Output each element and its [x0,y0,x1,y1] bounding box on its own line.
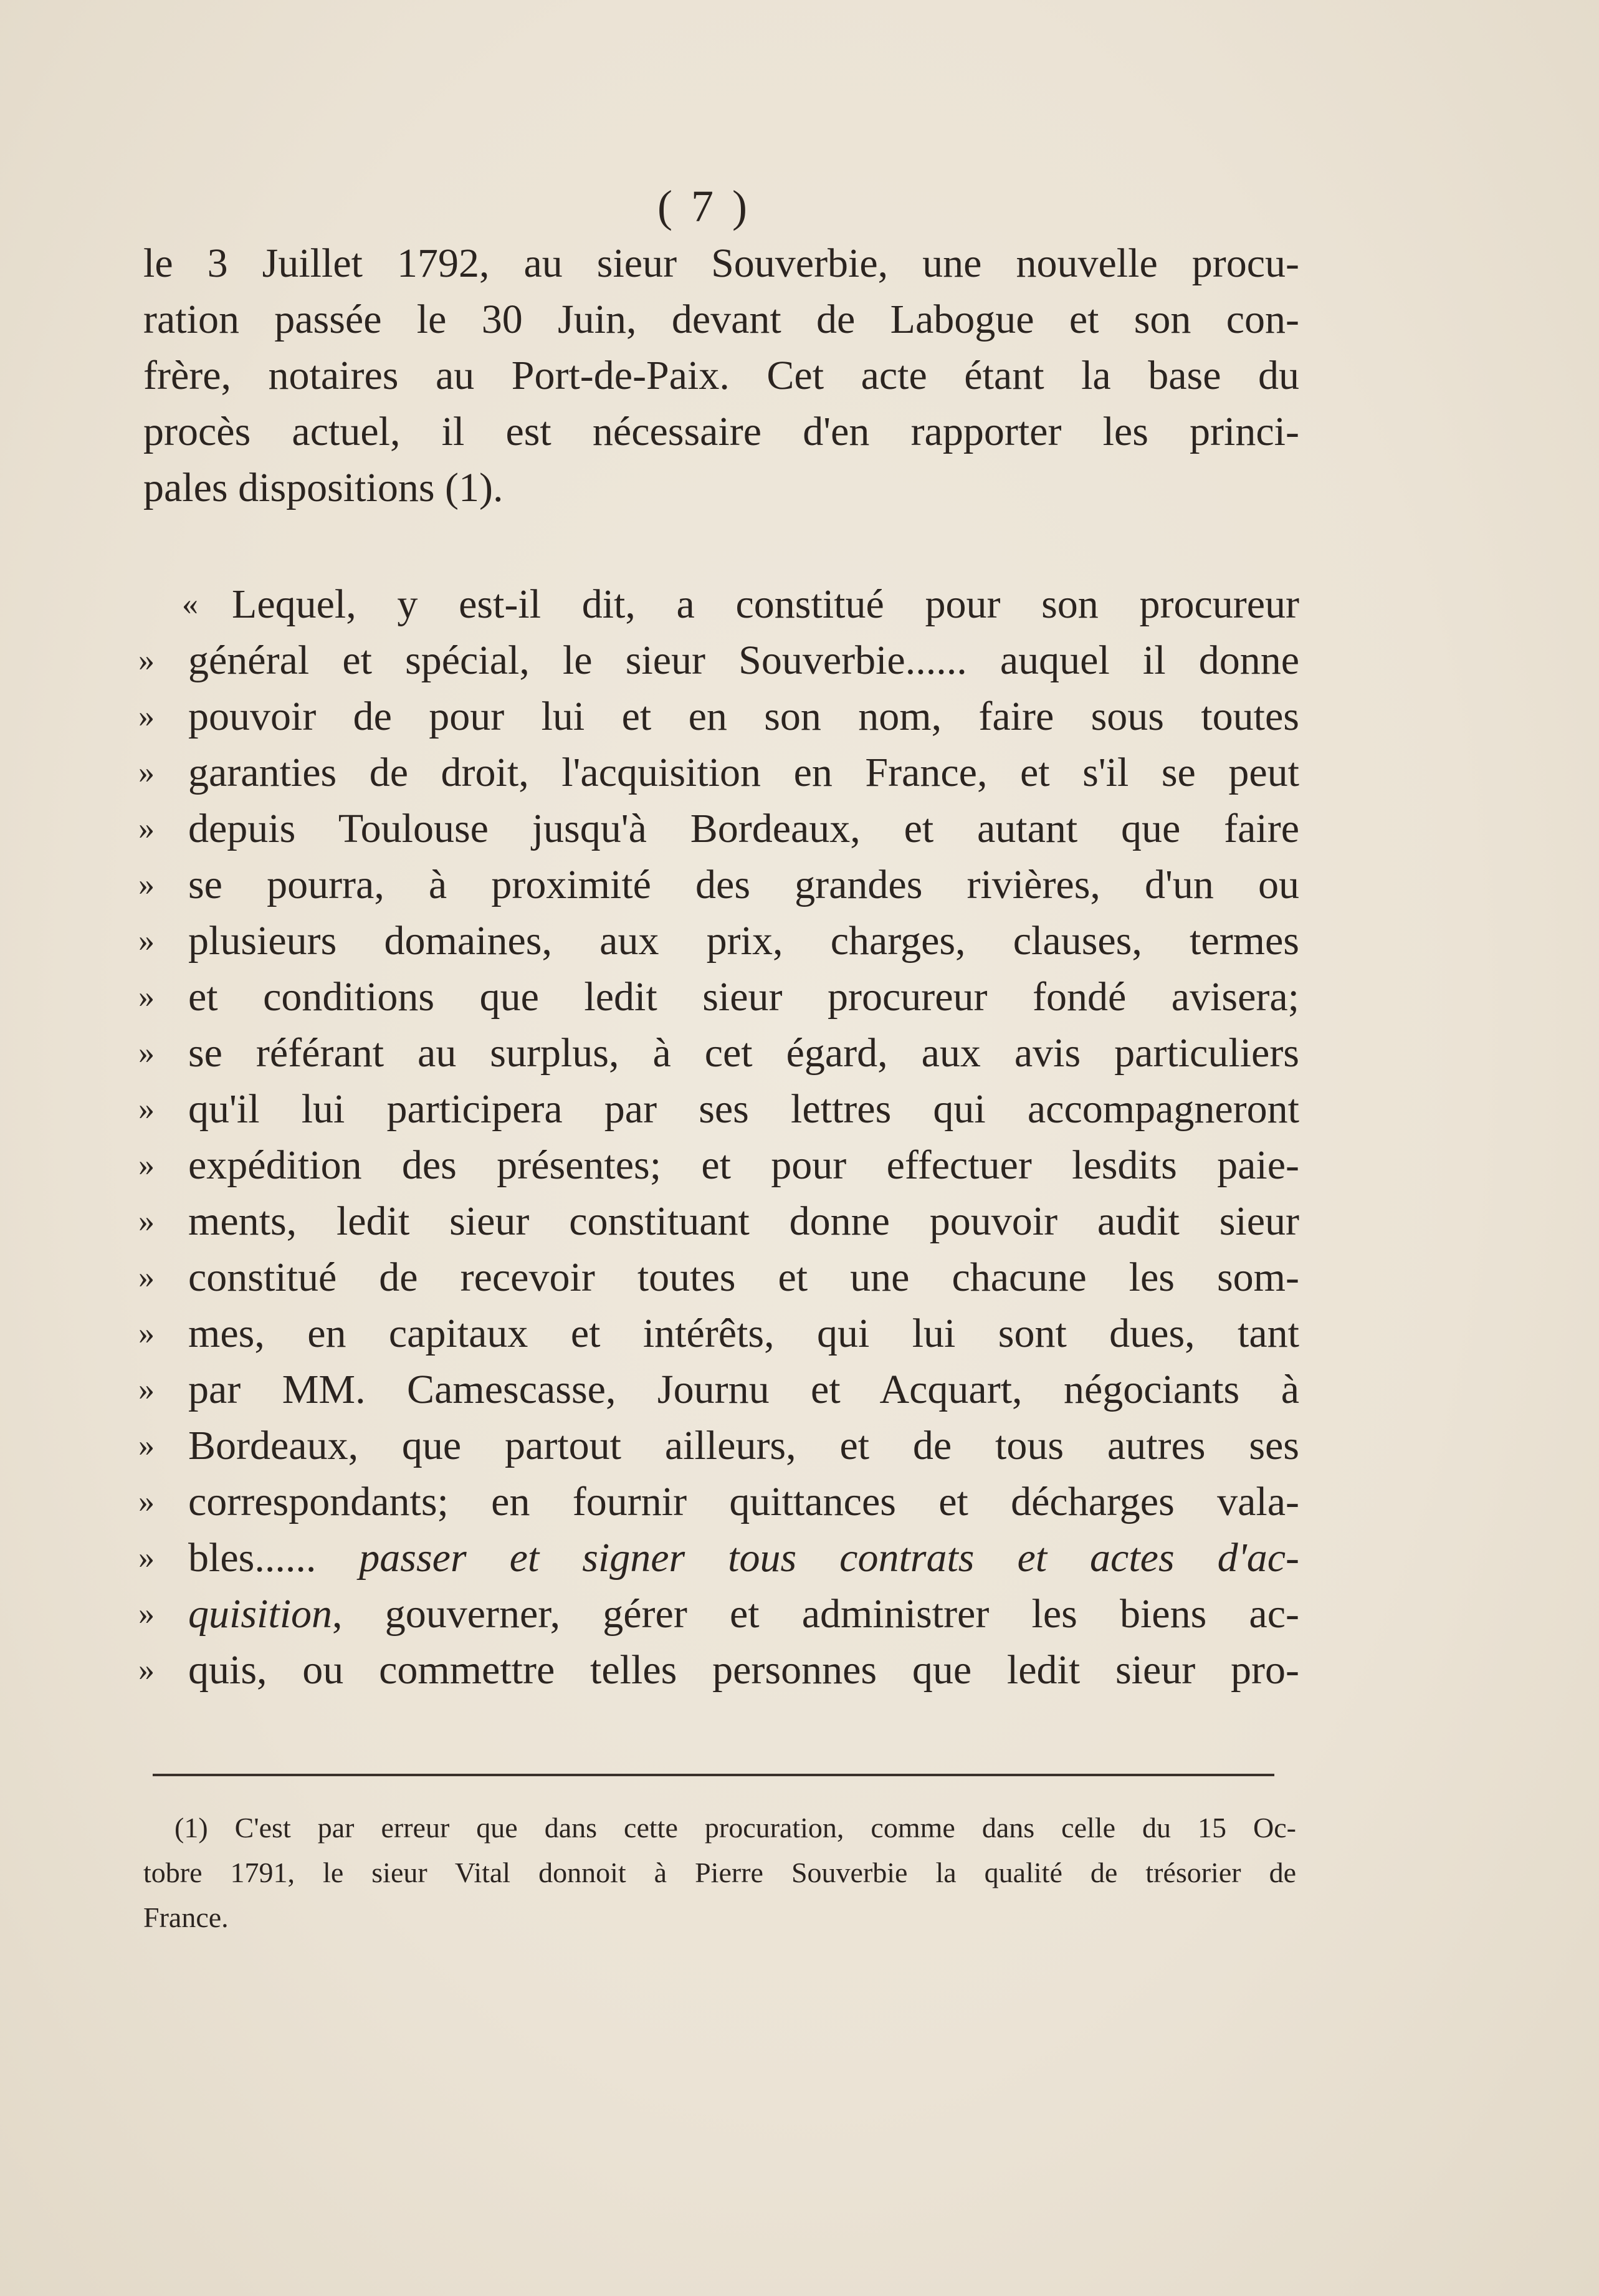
continuation-guillemet: » [138,1035,155,1071]
quote-text: plusieurs domaines, aux prix, charges, clauses, termes [188,918,1299,964]
continuation-guillemet: » [138,1203,155,1239]
continuation-guillemet: » [138,867,155,902]
body-line: pales dispositions (1). [143,465,504,510]
quote-plain-text: bles...... [188,1535,317,1581]
continuation-guillemet: » [138,923,155,959]
quote-line [138,801,1299,857]
quote-text: quis, ou commettre telles personnes que ledit sieur pro- [188,1647,1299,1693]
quote-line [138,969,1299,1025]
quote-text: pouvoir de pour lui et en son nom, faire sous toutes [188,694,1299,739]
continuation-guillemet: » [138,979,155,1015]
quote-text-mixed [188,1586,1299,1642]
continuation-guillemet: » [138,1652,155,1688]
quote-text: se pourra, à proximité des grandes rivières, d'un ou [188,862,1299,907]
continuation-guillemet: » [138,699,155,734]
quote-text-mixed [188,1530,1299,1586]
quote-italic-text: passer et signer tous contrats et actes d'ac- [359,1535,1300,1581]
quote-text: qu'il lui participera par ses lettres qui accompagneront [188,1086,1299,1132]
body-line: frère, notaires au Port-de-Paix. Cet acte étant la base du [143,353,1299,398]
quote-text: général et spécial, le sieur Souverbie...... auquel il donne [188,638,1299,683]
quote-line [138,1193,1299,1250]
footnote-rule [153,1774,1274,1776]
continuation-guillemet: » [138,1260,155,1295]
quote-line [138,1081,1299,1137]
footnote-line: France. [143,1901,229,1933]
body-line: procès actuel, il est nécessaire d'en rapporter les princi- [143,409,1299,454]
quote-text: Bordeaux, que partout ailleurs, et de tous autres ses [188,1423,1299,1468]
quote-line [138,1362,1299,1418]
body-line: ration passée le 30 Juin, devant de Labogue et son con- [143,297,1299,342]
quote-line [138,576,1299,633]
quote-line [138,745,1299,801]
footnote-line: (1) C'est par erreur que dans cette procuration, comme dans celle du 15 Oc- [174,1812,1296,1844]
quote-line [138,1642,1299,1698]
quote-line [138,1530,1299,1586]
quote-line [138,689,1299,745]
quote-text: par MM. Camescasse, Journu et Acquart, négociants à [188,1367,1299,1412]
continuation-guillemet: » [138,1147,155,1183]
quote-text: constitué de recevoir toutes et une chacune les som- [188,1255,1299,1300]
quote-text: expédition des présentes; et pour effectuer lesdits paie- [188,1142,1299,1188]
quote-italic-text: quisition [188,1591,333,1637]
quote-line [138,857,1299,913]
continuation-guillemet: » [138,1428,155,1463]
quote-line [138,1025,1299,1081]
quote-text: se référant au surplus, à cet égard, aux avis particuliers [188,1030,1299,1076]
body-line: le 3 Juillet 1792, au sieur Souverbie, une nouvelle procu- [143,241,1299,286]
quote-text: depuis Toulouse jusqu'à Bordeaux, et autant que faire [188,806,1299,851]
quote-line [138,913,1299,969]
continuation-guillemet: » [138,1596,155,1632]
quote-line [138,633,1299,689]
quote-line [138,1250,1299,1306]
continuation-guillemet: » [138,643,155,678]
quote-line [138,1306,1299,1362]
quote-text: garanties de droit, l'acquisition en France, et s'il se peut [188,750,1299,795]
continuation-guillemet: » [138,811,155,846]
quote-text: ments, ledit sieur constituant donne pouvoir audit sieur [188,1198,1299,1244]
quote-line [138,1137,1299,1193]
quote-line [138,1418,1299,1474]
quote-line [138,1586,1299,1642]
continuation-guillemet: » [138,1372,155,1407]
quote-text: mes, en capitaux et intérêts, qui lui sont dues, tant [188,1311,1299,1356]
footnote-line: tobre 1791, le sieur Vital donnoit à Pierre Souverbie la qualité de trésorier de [143,1857,1296,1888]
open-guillemet: « [182,586,198,622]
continuation-guillemet: » [138,1484,155,1519]
page-number: ( 7 ) [657,181,751,231]
continuation-guillemet: » [138,1091,155,1127]
quote-plain-text: , gouverner, gérer et administrer les biens ac- [332,1591,1299,1637]
quote-text: et conditions que ledit sieur procureur fondé avisera; [188,974,1299,1020]
continuation-guillemet: » [138,1540,155,1576]
quote-line [138,1474,1299,1530]
continuation-guillemet: » [138,1316,155,1351]
quote-text: correspondants; en fournir quittances et décharges vala- [188,1479,1299,1524]
continuation-guillemet: » [138,755,155,790]
quote-text: Lequel, y est-il dit, a constitué pour son procureur [232,581,1299,627]
